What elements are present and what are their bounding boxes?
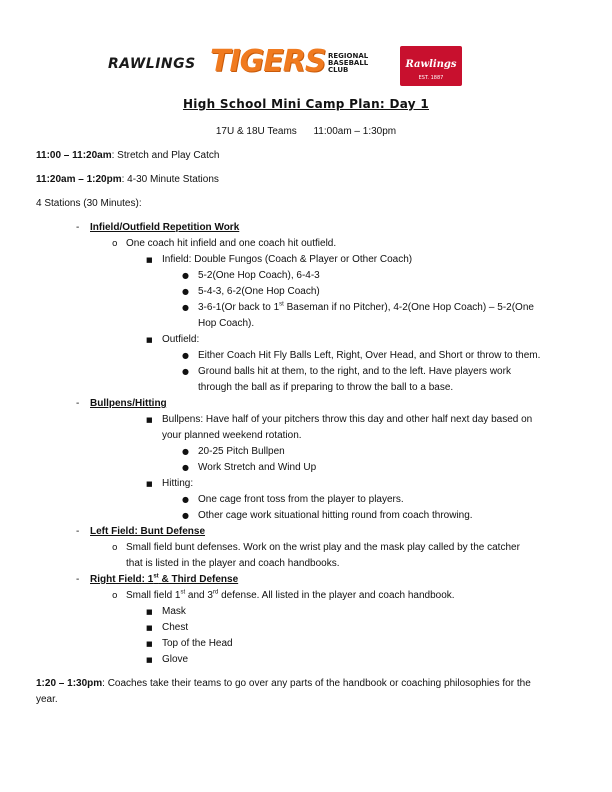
station-3-line: Small field bunt defenses. Work on the wrist play and the mask play called by the catcher [126, 542, 520, 553]
club-line-3: CLUB [328, 66, 349, 74]
rawlings-badge-logo [400, 46, 462, 86]
station-3-line-cont: that is listed in the player and coach handbooks. [126, 558, 340, 569]
schedule-time: 11:20am – 1:20pm [36, 174, 122, 185]
station-4-sub-b: and 3 [185, 590, 213, 601]
closing-line-cont: year. [36, 694, 58, 705]
hitting-line: Hitting: [162, 478, 194, 489]
station-4-sub [126, 588, 455, 604]
station-4-sub-a: Small field 1 [126, 590, 181, 601]
outfield-item-cont: through the ball as if preparing to throw the ball to a base. [198, 382, 454, 393]
bullpen-item: Work Stretch and Wind Up [198, 462, 317, 473]
square-bullet: ■ [146, 608, 153, 616]
schedule-line-1 [36, 148, 219, 164]
outfield-line: Outfield: [162, 334, 200, 345]
infield-item-3-a: 3-6-1(Or back to 1 [198, 302, 280, 313]
list-item: Glove [162, 654, 189, 665]
outfield-item: Ground balls hit at them, to the right, and to the left. Have players work [198, 366, 511, 377]
dot-bullet: ● [182, 351, 189, 360]
infield-item-3 [198, 300, 534, 316]
dash-bullet: - [76, 574, 80, 585]
circle-bullet: o [112, 543, 118, 553]
dash-bullet: - [76, 398, 80, 409]
list-item: Top of the Head [162, 638, 233, 649]
infield-item-3-c: Hop Coach). [198, 318, 255, 329]
schedule-desc: : Stretch and Play Catch [111, 150, 220, 161]
hitting-item: Other cage work situational hitting round from coach throwing. [198, 510, 473, 521]
page-subtitle: 17U & 18U Teams 11:00am – 1:30pm [215, 126, 397, 137]
outfield-item: Either Coach Hit Fly Balls Left, Right, Over Head, and Short or throw to them. [198, 350, 541, 361]
infield-item-3-b: Baseman if no Pitcher), 4-2(One Hop Coach) – 5-2(One [283, 302, 534, 313]
dot-bullet: ● [182, 287, 189, 296]
station-1-heading: Infield/Outfield Repetition Work [90, 222, 240, 233]
club-line-2: BASEBALL [328, 59, 369, 67]
club-label [328, 53, 378, 74]
dot-bullet: ● [182, 447, 189, 456]
station-4-heading-a: Right Field: 1 [90, 574, 154, 585]
circle-bullet: o [112, 239, 118, 249]
closing-desc: : Coaches take their teams to go over any parts of the handbook or coaching philosophies for the [102, 678, 531, 689]
square-bullet: ■ [146, 256, 153, 264]
station-1-sub: One coach hit infield and one coach hit outfield. [126, 238, 337, 249]
infield-item: 5-4-3, 6-2(One Hop Coach) [198, 286, 320, 297]
square-bullet: ■ [146, 656, 153, 664]
dot-bullet: ● [182, 495, 189, 504]
rawlings-wordmark: RAWLINGS [108, 56, 196, 72]
hitting-item: One cage front toss from the player to players. [198, 494, 404, 505]
dot-bullet: ● [182, 367, 189, 376]
station-4-sub-c: defense. All listed in the player and coach handbook. [218, 590, 455, 601]
header-logos [0, 46, 612, 86]
infield-item: 5-2(One Hop Coach), 6-4-3 [198, 270, 320, 281]
closing-time: 1:20 – 1:30pm [36, 678, 103, 689]
schedule-time: 11:00 – 11:20am [36, 150, 112, 161]
schedule-line-2 [36, 172, 219, 188]
tigers-wordmark: TIGERS [210, 44, 326, 79]
list-item: Mask [162, 606, 186, 617]
station-3-heading: Left Field: Bunt Defense [90, 526, 206, 537]
square-bullet: ■ [146, 480, 153, 488]
superscript: st [279, 301, 284, 308]
square-bullet: ■ [146, 416, 153, 424]
square-bullet: ■ [146, 336, 153, 344]
list-item: Chest [162, 622, 189, 633]
club-line-1: REGIONAL [328, 52, 369, 60]
superscript: rd [212, 589, 219, 596]
badge-script: Rawlings [405, 59, 457, 70]
closing-line [36, 676, 531, 692]
square-bullet: ■ [146, 640, 153, 648]
bullpens-line: Bullpens: Have half of your pitchers throw this day and other half next day based on [162, 414, 533, 425]
station-4-heading [90, 572, 238, 588]
bullpen-item: 20-25 Pitch Bullpen [198, 446, 285, 457]
superscript: st [180, 589, 186, 596]
infield-line: Infield: Double Fungos (Coach & Player or Other Coach) [162, 254, 413, 265]
dot-bullet: ● [182, 511, 189, 520]
dash-bullet: - [76, 526, 80, 537]
dot-bullet: ● [182, 463, 189, 472]
stations-heading: 4 Stations (30 Minutes): [36, 198, 142, 209]
bullpens-line-cont: your planned weekend rotation. [162, 430, 302, 441]
superscript: st [153, 573, 159, 580]
badge-est: EST. 1887 [418, 75, 444, 81]
page-title: High School Mini Camp Plan: Day 1 [182, 97, 430, 111]
square-bullet: ■ [146, 624, 153, 632]
schedule-desc: : 4-30 Minute Stations [121, 174, 219, 185]
station-2-heading: Bullpens/Hitting [90, 398, 167, 409]
dot-bullet: ● [182, 271, 189, 280]
circle-bullet: o [112, 591, 118, 601]
dash-bullet: - [76, 222, 80, 233]
dot-bullet: ● [182, 303, 189, 312]
station-4-heading-b: & Third Defense [158, 574, 239, 585]
